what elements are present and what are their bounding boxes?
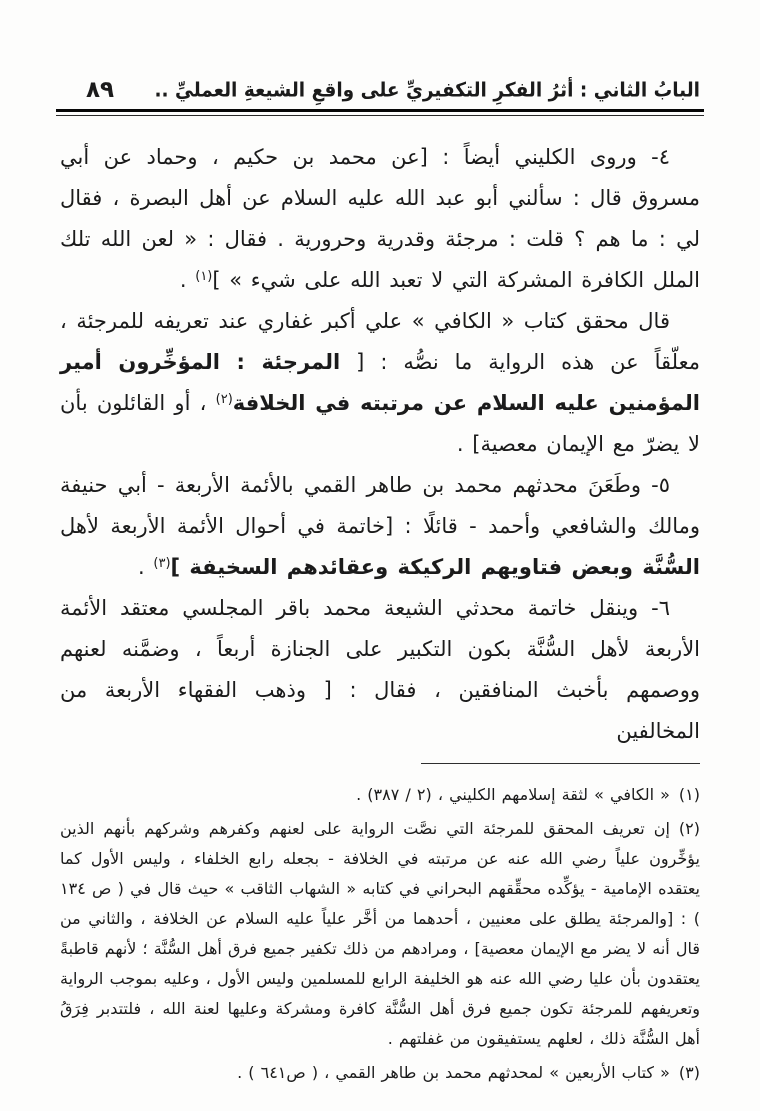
quoted-bold-text: المرجئة : المؤخِّرون أمير المؤمنين عليه السلام عن مرتبته في الخلافة	[60, 349, 700, 415]
footnote-marker: (١)	[678, 784, 700, 804]
footnote-marker: (٣)	[678, 1062, 700, 1082]
paragraph-item-5	[60, 465, 700, 588]
paragraph-commentary	[60, 301, 700, 465]
footnotes-section	[60, 780, 700, 1088]
footnote-divider	[421, 763, 700, 764]
footnote-marker: (٢)	[678, 818, 700, 838]
page-number: ٨٩	[86, 77, 115, 103]
footnote-ref-3: (٣)	[153, 555, 171, 571]
footnote-text: « كتاب الأربعين » لمحدثهم محمد بن طاهر القمي ، ( ص٦٤١ ) .	[237, 1062, 670, 1082]
footnote-3	[60, 1058, 700, 1088]
footnote-text: إن تعريف المحقق للمرجئة التي نصَّت الرواية على لعنهم وكفرهم وشركهم بأنهم الذين يؤخِّرون علياً رضي الله عنه عن مرتبته في الخلافة - بجعله رابع الخلفاء ، وليس الأول كما يعتقده الإمامية - يؤكِّده محقِّقهم البحراني في كتابه « الشهاب الثاقب » حيث قال في ( ص ١٣٤ ) : [والمرجئة يطلق على معنيين ، أحدهما من أخَّر علياً عليه السلام عن الخلافة ، والثاني من قال أنه لا يضر مع الإيمان معصية] ، ومرادهم من ذلك تكفير جميع فرق أهل السُّنَّة ؛ لأنهم قاطبةً يعتقدون بأن عليا رضي الله عنه هو الخليفة الرابع للمسلمين وليس الأول ، وعليه بموجب الرواية وتعريفهم للمرجئة تكون جميع فرق أهل السُّنَّة كافرة ومشركة وعليها لعنة الله ، فلتتدبر فِرَقُ أهل السُّنَّة ذلك ، لعلهم يستفيقون من غفلتهم .	[60, 818, 700, 1048]
paragraph-text: ٤- وروى الكليني أيضاً : [عن محمد بن حكيم ، وحماد عن أبي مسروق قال : سألني أبو عبد الله عليه السلام عن أهل البصرة ، فقال لي : ما هم ؟ قلت : مرجئة وقدرية وحرورية . فقال : « لعن الله تلك الملل الكافرة المشركة التي لا تعبد الله على شيء » ]	[60, 144, 700, 292]
paragraph-text: ، أو القائلون بأن لا يضرّ مع الإيمان معصية] .	[60, 390, 700, 456]
paragraph-text: قال محقق كتاب « الكافي » علي أكبر غفاري عند تعريفه للمرجئة ، معلّقاً عن هذه الرواية ما نصُّه : [	[60, 308, 700, 374]
paragraph-text: .	[179, 267, 196, 292]
paragraph-text: ٦- وينقل خاتمة محدثي الشيعة محمد باقر المجلسي معتقد الأئمة الأربعة لأهل السُّنَّة بكون التكبير على الجنازة أربعاً ، وضمَّنه لعنهم ووصمهم بأخبث المنافقين ، فقال : [ وذهب الفقهاء الأربعة من المخالفين	[60, 595, 700, 743]
footnote-1	[60, 780, 700, 810]
running-header	[60, 56, 700, 102]
header-divider	[56, 109, 704, 116]
paragraph-item-4	[60, 137, 700, 301]
footnote-ref-2: (٢)	[215, 391, 233, 407]
footnote-ref-1: (١)	[195, 268, 213, 284]
main-text	[60, 137, 700, 752]
footnote-2	[60, 814, 700, 1054]
quoted-bold-text: السُّنَّة وبعض فتاويهم الركيكة وعقائدهم السخيفة ]	[170, 554, 700, 579]
paragraph-text: ٥- وطَعَنَ محدثهم محمد بن طاهر القمي بالأئمة الأربعة - أبي حنيفة ومالك والشافعي وأحمد - قائلًا : [خاتمة في أحوال الأئمة الأربعة لأهل	[60, 472, 700, 538]
chapter-running-title: البابُ الثاني : أثرُ الفكرِ التكفيريِّ على واقعِ الشيعةِ العمليِّ ..	[154, 79, 700, 102]
paragraph-item-6	[60, 588, 700, 752]
footnote-text: « الكافي » لثقة إسلامهم الكليني ، (٢ / ٣٨٧) .	[356, 784, 670, 804]
paragraph-text: .	[138, 554, 154, 579]
